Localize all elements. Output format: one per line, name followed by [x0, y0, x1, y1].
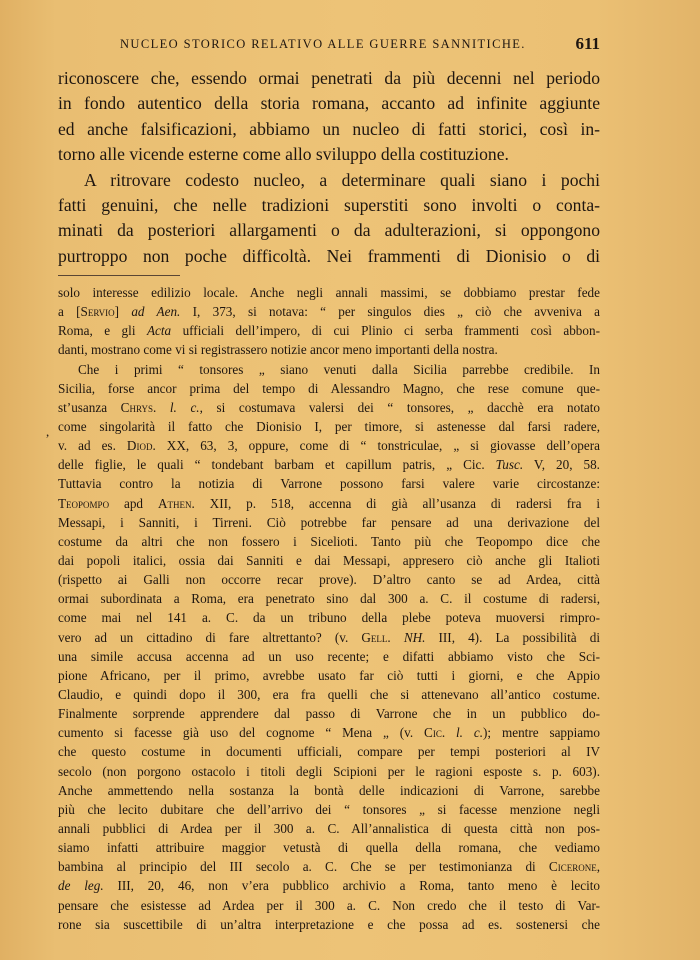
body-line: purtroppo non poche difficoltà. Nei frammenti di Dionisio o di	[58, 245, 600, 266]
footnote-line: rone sia suscettibile di un’altra interpretazione e che possa ad es. sostenersi che	[58, 916, 600, 932]
footnote-line: annali pubblici di Ardea per il 300 a. C. All’annalistica di questa città non pos-	[58, 820, 600, 836]
footnote-line: costume da altri che non fossero i Sicelioti. Tanto più che Teopompo dice che	[58, 533, 600, 549]
footnote-line: più che lecito dubitare che dell’arrivo dei “ tonsores „ si facesse menzione negli	[58, 801, 600, 817]
footnote-line: che questo costume in documenti ufficiali, compare per tempi posteriori al IV	[58, 744, 600, 760]
footnote-line: Sicilia, forse ancor prima del tempo di Alessandro Magno, che rese comune que-	[58, 380, 600, 396]
footnote-line: Tuttavia contro la notizia di Varrone possono farsi valere varie circostanze:	[58, 476, 600, 492]
footnote-line: delle figlie, le quali “ tondebant barbam et capillum patris, „ Cic. Tusc. V, 20, 58.	[58, 457, 600, 473]
footnote-line: Che i primi “ tonsores „ siano venuti dalla Sicilia parrebbe credibile. In	[78, 361, 600, 377]
page-number: 611	[575, 34, 600, 53]
footnote-line: solo interesse edilizio locale. Anche negli annali massimi, se dobbiamo prestar fede	[58, 285, 600, 300]
author-ref: Chrys.	[120, 399, 157, 415]
work-ref: de leg.	[58, 878, 104, 894]
footnote-line: una simile accusa accenna ad un uso recente; e difatti abbiamo visto che Sci-	[58, 648, 600, 664]
footnote-line: Messapi, i Sanniti, i Tirreni. Ciò potrebbe far pensare ad una derivazione del	[58, 514, 600, 530]
running-title: NUCLEO STORICO RELATIVO ALLE GUERRE SANNITICHE.	[120, 37, 526, 51]
body-line: riconoscere che, essendo ormai penetrati da più decenni nel periodo	[58, 68, 600, 88]
footnote-line: Anche ammettendo nella sostanza la bontà delle indicazioni di Varrone, sarebbe	[58, 782, 600, 798]
work-ref: l. c.	[456, 725, 484, 741]
footnote-line: ormai subordinata a Roma, era penetrato sino dal 300 a. C. il costume di radersi,	[58, 591, 600, 607]
footnote	[58, 283, 600, 934]
body-line: torno alle vicende esterne come allo sviluppo della costituzione.	[58, 144, 509, 165]
work-ref: NH.	[403, 629, 426, 645]
footnote-line: pensare che esistesse ad Ardea per il 300 a. C. Non credo che il testo di Var-	[58, 897, 600, 913]
footnote-line: Roma, e gli Acta ufficiali dell’impero, di cui Plinio ci serba frammenti così abbon-	[58, 323, 600, 339]
work-ref: Acta	[146, 323, 172, 339]
work-ref: Tusc.	[495, 457, 524, 473]
author-ref: Athen.	[157, 495, 195, 511]
footnote-line: siamo infatti attribuire maggior vetustà di quella della romana, che vediamo	[58, 840, 600, 856]
margin-mark: ,	[46, 424, 50, 439]
footnote-line: a [Servio] ad Aen. I, 373, si notava: “ per singulos dies „ ciò che avveniva a	[58, 304, 600, 320]
author-ref: Cic.	[424, 725, 446, 741]
footnote-line: bambina al principio del III secolo a. C. Che se per testimonianza di Cicerone,	[58, 859, 600, 875]
footnote-line: dai popoli italici, ossia dai Sanniti e dai Messapi, appresero ciò anche gli Italioti	[58, 552, 600, 568]
body-line: minati da posteriori allargamenti o da adulterazioni, si oppongono	[58, 220, 600, 241]
author-ref: Servio	[80, 304, 115, 320]
work-ref: l. c.	[169, 399, 200, 415]
footnote-line: vero ad un cittadino di fare altrettanto? (v. Gell. NH. III, 4). La possibilità di	[58, 629, 600, 645]
footnote-separator	[58, 275, 180, 276]
footnote-line: secolo (non porgono ostacolo i titoli degli Scipioni per le ragioni esposte s. p. 603).	[58, 763, 600, 779]
author-ref: Gell.	[361, 629, 391, 645]
footnote-line: Teopompo apd Athen. XII, p. 518, accenna di già all’usanza di radersi fra i	[58, 495, 600, 511]
footnote-line: Finalmente sorprende apprendere dal passo di Varrone che in un pubblico do-	[58, 706, 600, 722]
author-ref: Teopompo	[58, 495, 110, 511]
footnote-line: de leg. III, 20, 46, non v’era pubblico archivio a Roma, tanto meno è lecito	[58, 878, 600, 894]
work-ref: ad Aen.	[131, 304, 181, 320]
page-header	[58, 34, 600, 57]
main-paragraphs	[58, 66, 600, 269]
footnote-line: pione Africano, per il primo, avrebbe usato far ciò tutti i giorni, e che Appio	[58, 667, 600, 683]
body-line: in fondo autentico della storia romana, accanto ad infinite aggiunte	[58, 93, 600, 114]
footnote-line: cumento si facesse già uso del cognome “ Mena „ (v. Cic. l. c.); mentre sappiamo	[58, 725, 600, 741]
body-line: A ritrovare codesto nucleo, a determinare quali siano i pochi	[84, 169, 600, 190]
body-line: ed anche falsificazioni, abbiamo un nucleo di fatti storici, così in-	[58, 118, 600, 139]
footnote-line: come singolarità il fatto che Dionisio I, per timore, si astenesse dal farsi radere,	[58, 418, 600, 434]
author-ref: Cicerone,	[548, 859, 600, 875]
footnote-line: danti, mostrano come vi si registrassero notizie ancor meno importanti della nostra.	[58, 342, 498, 358]
footnote-line: come mai nel 141 a. C. da un tribuno della plebe poteva muoversi rimpro-	[58, 610, 600, 626]
footnote-line: v. ad es. Diod. XX, 63, 3, oppure, come di “ tonstriculae, „ si giovasse dell’opera	[58, 438, 600, 454]
footnote-line: (rispetto ai Galli non occorre recar prove). D’altro canto se ad Ardea, città	[58, 572, 600, 588]
footnote-line: st’usanza Chrys. l. c., si costumava valersi dei “ tonsores, „ dacchè era notato	[58, 399, 600, 415]
author-ref: Diod.	[126, 438, 156, 454]
footnote-line: Claudio, e quindi dopo il 300, era fra quelli che si attenevano all’antico costume.	[58, 686, 600, 702]
body-line: fatti genuini, che nelle tradizioni superstiti sono involti o conta-	[58, 194, 600, 215]
